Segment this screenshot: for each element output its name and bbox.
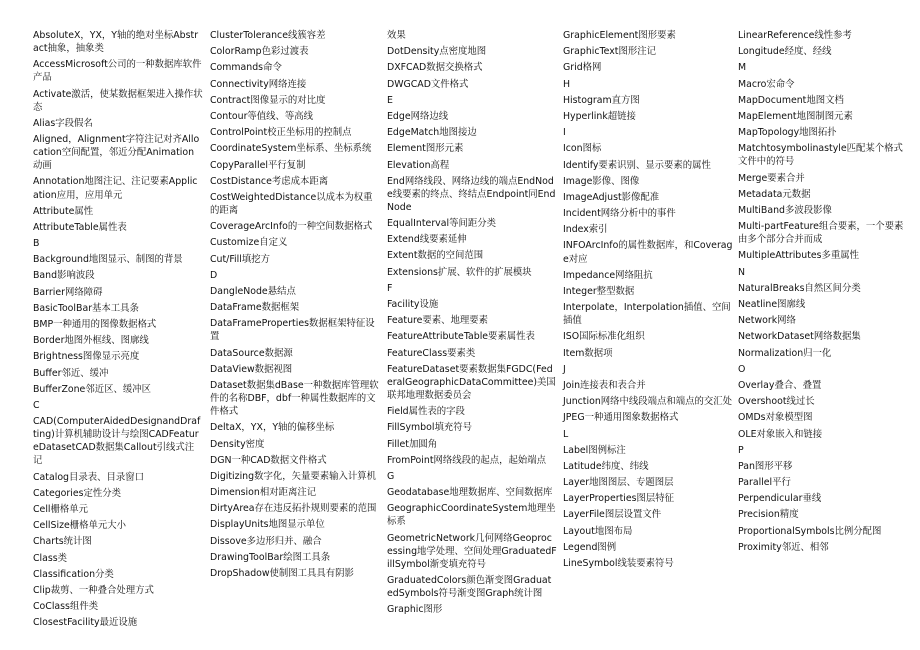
glossary-entry: Connectivity网络连接 [210, 78, 307, 90]
glossary-entry: Normalization归一化 [738, 347, 832, 359]
glossary-entry: Edge网络边线 [387, 110, 449, 122]
glossary-entry: BMP一种通用的图像数据格式 [33, 319, 157, 330]
section-letter-heading: J [563, 363, 566, 375]
glossary-entry: Interpolate，Interpolation插值、空间插值 [563, 302, 731, 327]
glossary-column-1 [33, 29, 203, 632]
section-letter-heading: F [387, 282, 393, 294]
glossary-entry: BufferZone邻近区、缓冲区 [33, 383, 151, 395]
glossary-entry: Commands命令 [210, 62, 282, 74]
glossary-entry: Layer地图图层、专题图层 [563, 477, 674, 489]
glossary-entry: BasicToolBar基本工具条 [33, 302, 139, 314]
glossary-entry: Alias字段假名 [33, 117, 93, 129]
section-letter-heading: O [738, 363, 746, 375]
glossary-entry: CostDistance考虑成本距离 [210, 175, 329, 187]
glossary-entry: Geodatabase地理数据库、空间数据库 [387, 487, 553, 499]
glossary-entry: GraduatedColors颜色渐变图GraduatedSymbols符号渐变图Graph统计图 [387, 574, 552, 599]
glossary-entry: Neatline图廓线 [738, 299, 806, 310]
glossary-entry: Extensions扩展、软件的扩展模块 [387, 266, 532, 278]
glossary-entry: JPEG一种通用图象数据格式 [563, 412, 679, 424]
section-letter-heading: N [738, 266, 746, 278]
glossary-entry: Customize自定义 [210, 237, 288, 249]
glossary-column-3 [387, 29, 557, 619]
section-letter-heading: L [563, 428, 569, 440]
section-letter-heading: G [387, 470, 395, 482]
glossary-entry: ImageAdjust影像配准 [563, 191, 660, 203]
glossary-entry: 效果 [387, 30, 406, 41]
glossary-entry: CoverageArcInfo的一种空间数据格式 [210, 221, 373, 233]
glossary-entry: DataSource数据源 [210, 347, 293, 359]
glossary-entry: Cut/Fill填挖方 [210, 253, 270, 265]
glossary-entry: FromPoint网络线段的起点，起始端点 [387, 454, 547, 466]
glossary-entry: Element图形元素 [387, 143, 464, 155]
glossary-entry: DangleNode悬结点 [210, 285, 296, 297]
glossary-entry: AbsoluteX，YX，Y轴的绝对坐标Abstract抽象，抽象类 [33, 30, 199, 55]
glossary-entry: ColorRamp色彩过渡表 [210, 46, 309, 58]
glossary-entry: DotDensity点密度地图 [387, 46, 487, 58]
glossary-entry: Overlay叠合、叠置 [738, 379, 822, 391]
glossary-entry: Network网络 [738, 315, 796, 327]
glossary-entry: End网络线段、网络边线的端点EndNode线要素的终点、终结点Endpoint同EndNode [387, 175, 556, 213]
glossary-entry: ProportionalSymbols比例分配图 [738, 525, 882, 537]
section-letter-heading: C [33, 399, 40, 411]
glossary-entry: Catalog目录表、目录窗口 [33, 471, 145, 483]
glossary-entry: MapElement地图制图元素 [738, 110, 853, 122]
glossary-entry: LayerProperties图层特征 [563, 493, 675, 505]
glossary-entry: Extent数据的空间范围 [387, 250, 484, 262]
glossary-entry: ControlPoint校正坐标用的控制点 [210, 127, 352, 139]
glossary-entry: EdgeMatch地图接边 [387, 127, 477, 139]
glossary-entry: LayerFile图层设置文件 [563, 509, 662, 521]
glossary-entry: ClosestFacility最近设施 [33, 617, 138, 629]
glossary-entry: Clip裁剪、一种叠合处理方式 [33, 584, 154, 596]
glossary-entry: Icon图标 [563, 143, 602, 155]
glossary-entry: Annotation地图注记、注记要素Application应用，应用单元 [33, 176, 198, 201]
glossary-column-2 [210, 29, 380, 583]
glossary-entry: FeatureDataset要素数据集FGDC(FederalGeographicDataCommittee)美国联邦地理数据委员会 [387, 363, 556, 401]
glossary-entry: Layout地图布局 [563, 525, 633, 537]
glossary-entry: Pan图形平移 [738, 460, 793, 472]
glossary-entry: DirtyArea存在违反拓扑规则要素的范围 [210, 503, 377, 515]
glossary-entry: DXFCAD数据交换格式 [387, 62, 483, 74]
glossary-entry: Aligned，Alignment字符注记对齐Allocation空间配置，邻近分配Animation动画 [33, 134, 200, 172]
glossary-entry: Cell栅格单元 [33, 503, 89, 515]
glossary-entry: Facility设施 [387, 299, 439, 310]
glossary-entry: Classification分类 [33, 568, 114, 580]
glossary-entry: Categories定性分类 [33, 487, 122, 499]
glossary-entry: DisplayUnits地图显示单位 [210, 519, 325, 531]
glossary-entry: Item数据项 [563, 347, 613, 359]
glossary-entry: Fillet加圆角 [387, 438, 438, 450]
glossary-entry: ISO国际标准化组织 [563, 331, 645, 343]
glossary-entry: LineSymbol线装要素符号 [563, 558, 674, 569]
glossary-entry: GraphicText图形注记 [563, 46, 656, 58]
glossary-entry: Grid格网 [563, 62, 602, 74]
glossary-entry: MultipleAttributes多重属性 [738, 250, 860, 262]
glossary-entry: Label图例标注 [563, 444, 626, 456]
glossary-entry: Precision精度 [738, 509, 799, 521]
glossary-entry: Index索引 [563, 224, 608, 236]
glossary-entry: DeltaX，YX，Y轴的偏移坐标 [210, 422, 335, 434]
glossary-entry: Brightness图像显示亮度 [33, 351, 140, 363]
glossary-entry: Charts统计图 [33, 536, 92, 548]
glossary-entry: NaturalBreaks自然区间分类 [738, 282, 861, 294]
glossary-entry: AccessMicrosoft公司的一种数据库软件产品 [33, 59, 202, 84]
section-letter-heading: E [387, 94, 393, 106]
glossary-column-4 [563, 29, 733, 573]
glossary-entry: INFOArcInfo的属性数据库，和Coverage对应 [563, 240, 733, 265]
section-letter-heading: H [563, 78, 571, 90]
glossary-entry: LinearReference线性参考 [738, 30, 852, 41]
glossary-entry: ClusterTolerance线簇容差 [210, 30, 326, 41]
glossary-column-5 [738, 29, 908, 557]
glossary-entry: DrawingToolBar绘图工具条 [210, 551, 331, 563]
glossary-entry: Attribute属性 [33, 205, 94, 217]
glossary-entry: Impedance网络阻抗 [563, 269, 653, 281]
glossary-entry: CoordinateSystem坐标系、坐标系统 [210, 143, 372, 155]
glossary-entry: Elevation高程 [387, 159, 450, 171]
glossary-entry: MultiBand多波段影像 [738, 204, 832, 216]
glossary-entry: Latitude纬度、纬线 [563, 460, 649, 472]
glossary-entry: CellSize栅格单元大小 [33, 520, 127, 532]
glossary-entry: Identify要素识别、显示要素的属性 [563, 159, 711, 171]
glossary-entry: Contract图像显示的对比度 [210, 94, 326, 106]
glossary-entry: CAD(ComputerAidedDesignandDrafting)计算机辅助设计与绘图CADFeatureDatasetCAD数据集Callout引线式注记 [33, 416, 201, 467]
glossary-entry: Join连接表和表合并 [563, 379, 646, 391]
glossary-entry: DataFrameProperties数据框架特征设置 [210, 318, 375, 343]
glossary-entry: Longitude经度、经线 [738, 46, 832, 58]
glossary-entry: Image影像、图像 [563, 175, 640, 187]
glossary-entry: Graphic图形 [387, 604, 443, 616]
glossary-entry: Parallel平行 [738, 477, 791, 489]
glossary-entry: FeatureAttributeTable要素属性表 [387, 331, 535, 343]
glossary-entry: Border地图外框线、图廓线 [33, 335, 149, 347]
glossary-entry: Histogram直方图 [563, 94, 640, 106]
glossary-entry: MapDocument地图文档 [738, 94, 844, 106]
glossary-entry: Multi-partFeature组合要素，一个要素由多个部分合并而成 [738, 221, 904, 246]
glossary-entry: Extend线要素延伸 [387, 234, 467, 246]
glossary-entry: AttributeTable属性表 [33, 221, 127, 233]
glossary-entry: Class类 [33, 552, 68, 564]
glossary-entry: Contour等值线、等高线 [210, 110, 314, 122]
glossary-entry: DWGCAD文件格式 [387, 78, 469, 90]
glossary-entry: EqualInterval等间距分类 [387, 218, 496, 230]
glossary-entry: Matchtosymbolinastyle匹配某个格式文件中的符号 [738, 143, 903, 168]
glossary-entry: Macro宏命令 [738, 78, 795, 90]
glossary-entry: Proximity邻近、相邻 [738, 541, 829, 553]
glossary-entry: OMDs对象模型图 [738, 412, 813, 424]
glossary-entry: Barrier网络障碍 [33, 286, 103, 298]
glossary-entry: Dataset数据集dBase一种数据库管理软件的名称DBF，dbf一种属性数据库的文件格式 [210, 379, 379, 418]
section-letter-heading: I [563, 127, 566, 139]
glossary-entry: Dimension相对距离注记 [210, 487, 317, 499]
glossary-entry: Buffer邻近、缓冲 [33, 367, 109, 379]
glossary-entry: CopyParallel平行复制 [210, 159, 306, 171]
glossary-entry: Hyperlink超链接 [563, 110, 636, 122]
glossary-entry: Feature要素、地理要素 [387, 315, 489, 327]
glossary-entry: Activate激活，使某数据框架进入操作状态 [33, 88, 203, 113]
glossary-entry: FillSymbol填充符号 [387, 422, 472, 434]
glossary-entry: MapTopology地图拓扑 [738, 127, 837, 139]
section-letter-heading: B [33, 238, 40, 250]
section-letter-heading: M [738, 62, 747, 74]
glossary-entry: CoClass组件类 [33, 601, 99, 613]
glossary-entry: DataView数据视图 [210, 363, 293, 375]
glossary-entry: Integer整型数据 [563, 285, 635, 297]
glossary-entry: Overshoot线过长 [738, 396, 815, 408]
glossary-entry: GeometricNetwork几何网络Geoprocessing地学处理、空间处理GraduatedFillSymbol渐变填充符号 [387, 532, 557, 570]
glossary-entry: CostWeightedDistance以成本为权重的距离 [210, 191, 373, 216]
section-letter-heading: D [210, 269, 218, 281]
glossary-entry: GraphicElement图形要素 [563, 30, 676, 41]
glossary-entry: Background地图显示、制图的背景 [33, 254, 183, 266]
glossary-entry: OLE对象嵌入和链接 [738, 428, 823, 440]
glossary-entry: NetworkDataset网络数据集 [738, 331, 861, 343]
glossary-entry: DropShadow使制图工具具有阴影 [210, 568, 354, 579]
section-letter-heading: P [738, 444, 744, 456]
glossary-entry: Merge要素合并 [738, 172, 805, 184]
glossary-entry: Digitizing数字化，矢量要素输入计算机 [210, 470, 376, 482]
glossary-entry: Legend图例 [563, 541, 617, 553]
glossary-entry: GeographicCoordinateSystem地理坐标系 [387, 503, 556, 528]
glossary-entry: FeatureClass要素类 [387, 347, 476, 359]
glossary-entry: Field属性表的字段 [387, 406, 465, 418]
glossary-entry: DGN一种CAD数据文件格式 [210, 454, 327, 466]
glossary-entry: Perpendicular垂线 [738, 493, 822, 505]
glossary-entry: Metadata元数据 [738, 188, 811, 200]
glossary-entry: Density密度 [210, 438, 265, 450]
glossary-entry: DataFrame数据框架 [210, 302, 300, 314]
glossary-entry: Junction网络中线段端点和端点的交汇处 [563, 396, 733, 408]
glossary-entry: Band影响波段 [33, 270, 95, 282]
glossary-entry: Dissove多边形归并、融合 [210, 535, 322, 547]
glossary-entry: Incident网络分析中的事件 [563, 208, 676, 220]
